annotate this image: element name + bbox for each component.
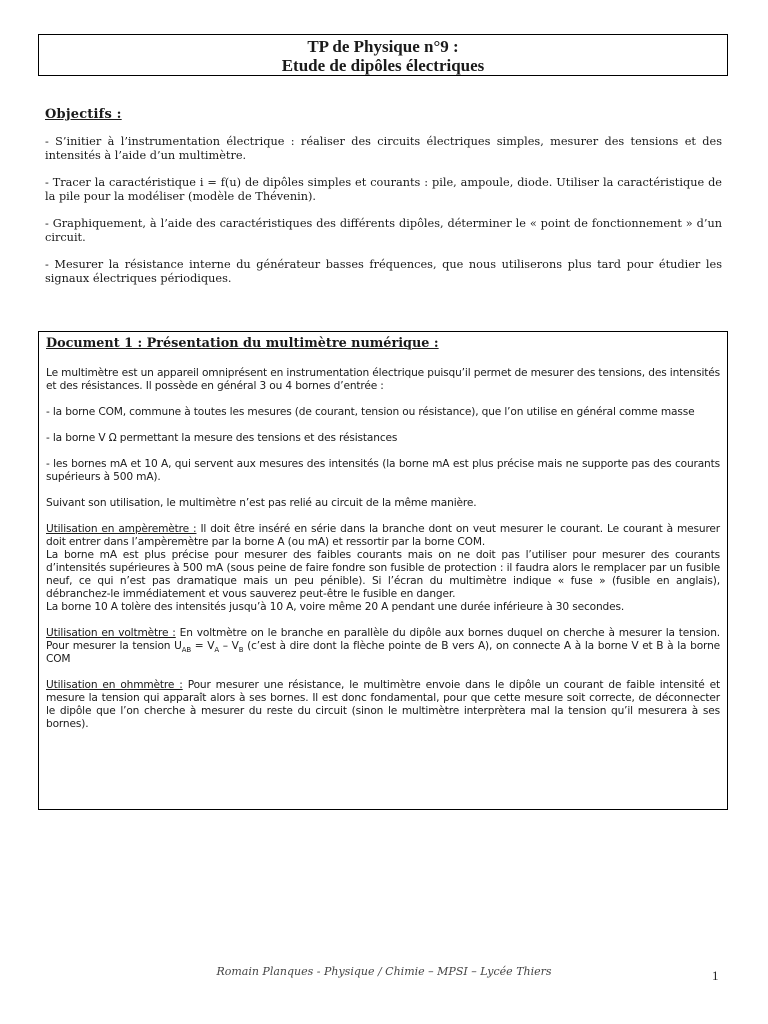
subscript-b: B — [238, 646, 244, 655]
document-1-body — [46, 367, 720, 731]
voltmetre-text-a: En voltmètre on le branche en parallèle du dipôle aux bornes duquel on cherche à mesurer la tension. Pour mesurer la tension U — [46, 627, 720, 652]
ohmmetre-text: Pour mesurer une résistance, le multimètre envoie dans le dipôle un courant de faible intensité et mesure la tension qui apparaît alors à ses bornes. Il est donc fondamental, pour que cette mesure soit correcte, de déconnecter le dipôle que l’on cherche à mesurer du reste du circuit (sinon le multimètre interprètera mal la tension qu’il mesurera à ses bornes). — [46, 679, 720, 730]
amperemetre-paragraph — [46, 523, 720, 549]
document-1-title: Document 1 : Présentation du multimètre numérique : — [46, 336, 439, 351]
bornes-ma-10a: - les bornes mA et 10 A, qui servent aux mesures des intensités (la borne mA est plus précise mais ne supporte pas des courants supérieurs à 500 mA). — [46, 458, 720, 483]
document-title-box — [38, 34, 728, 76]
borne-v-ohm: - la borne V Ω permettant la mesure des tensions et des résistances — [46, 432, 398, 444]
objectifs-section — [45, 108, 722, 299]
multimetre-intro: Le multimètre est un appareil omniprésent en instrumentation électrique puisqu’il permet de mesurer des tensions, des intensités et des résistances. Il possède en général 3 ou 4 bornes d’entrée : — [46, 367, 720, 392]
voltmetre-text-c: – V — [218, 640, 239, 652]
ohmmetre-label: Utilisation en ohmmètre : — [46, 679, 183, 691]
amperemetre-label: Utilisation en ampèremètre : — [46, 523, 197, 535]
document-1-box — [38, 331, 728, 810]
title-line-2: Etude de dipôles électriques — [281, 56, 485, 75]
amperemetre-text-1: Il doit être inséré en série dans la branche dont on veut mesurer le courant. Le courant à mesurer doit entrer dans l’ampèremètre par la borne A (ou mA) et ressortir par la borne COM. — [46, 523, 721, 548]
subscript-a: A — [214, 646, 219, 655]
suivant-utilisation: Suivant son utilisation, le multimètre n’est pas relié au circuit de la même manière. — [46, 497, 477, 509]
voltmetre-text-b: = V — [191, 640, 215, 652]
objectif-item: - Tracer la caractéristique i = f(u) de dipôles simples et courants : pile, ampoule, diode. Utiliser la caractéristique de la pile pour la modéliser (modèle de Thévenin). — [45, 176, 722, 203]
page-footer: Romain Planques - Physique / Chimie – MPSI – Lycée Thiers — [216, 965, 552, 978]
voltmetre-label: Utilisation en voltmètre : — [46, 627, 176, 639]
title-line-1: TP de Physique n°9 : — [307, 37, 459, 56]
page-number: 1 — [712, 968, 719, 983]
objectifs-heading: Objectifs : — [45, 107, 122, 122]
objectif-item: - Mesurer la résistance interne du générateur basses fréquences, que nous utiliserons plus tard pour étudier les signaux électriques périodiques. — [45, 258, 722, 285]
ohmmetre-paragraph — [46, 679, 720, 731]
objectif-item: - Graphiquement, à l’aide des caractéristiques des différents dipôles, déterminer le « point de fonctionnement » d’un circuit. — [45, 217, 722, 244]
voltmetre-paragraph — [46, 627, 720, 666]
objectif-item: - S’initier à l’instrumentation électrique : réaliser des circuits électriques simples, mesurer des tensions et des intensités à l’aide d’un multimètre. — [45, 135, 722, 162]
subscript-ab: AB — [181, 646, 191, 655]
amperemetre-10a-paragraph: La borne 10 A tolère des intensités jusqu’à 10 A, voire même 20 A pendant une durée inférieure à 30 secondes. — [46, 601, 625, 613]
amperemetre-ma-paragraph: La borne mA est plus précise pour mesurer des faibles courants mais on ne doit pas l’utiliser pour mesurer des courants d’intensités supérieures à 500 mA (sous peine de faire fondre son fusible de protection : il faudra alors le remplacer par un fusible neuf, ce qui n’est pas dramatique mais un peu pénible). Si l’écran du multimètre indique « fuse » (fusible en anglais), débranchez-le immédiatement et vous sauverez peut-être le fusible en danger. — [46, 549, 720, 600]
borne-com: - la borne COM, commune à toutes les mesures (de courant, tension ou résistance), que l’on utilise en général comme masse — [46, 406, 695, 418]
voltmetre-text-d: (c’est à dire dont la flèche pointe de B vers A), on connecte A à la borne V et B à la borne COM — [46, 640, 720, 665]
